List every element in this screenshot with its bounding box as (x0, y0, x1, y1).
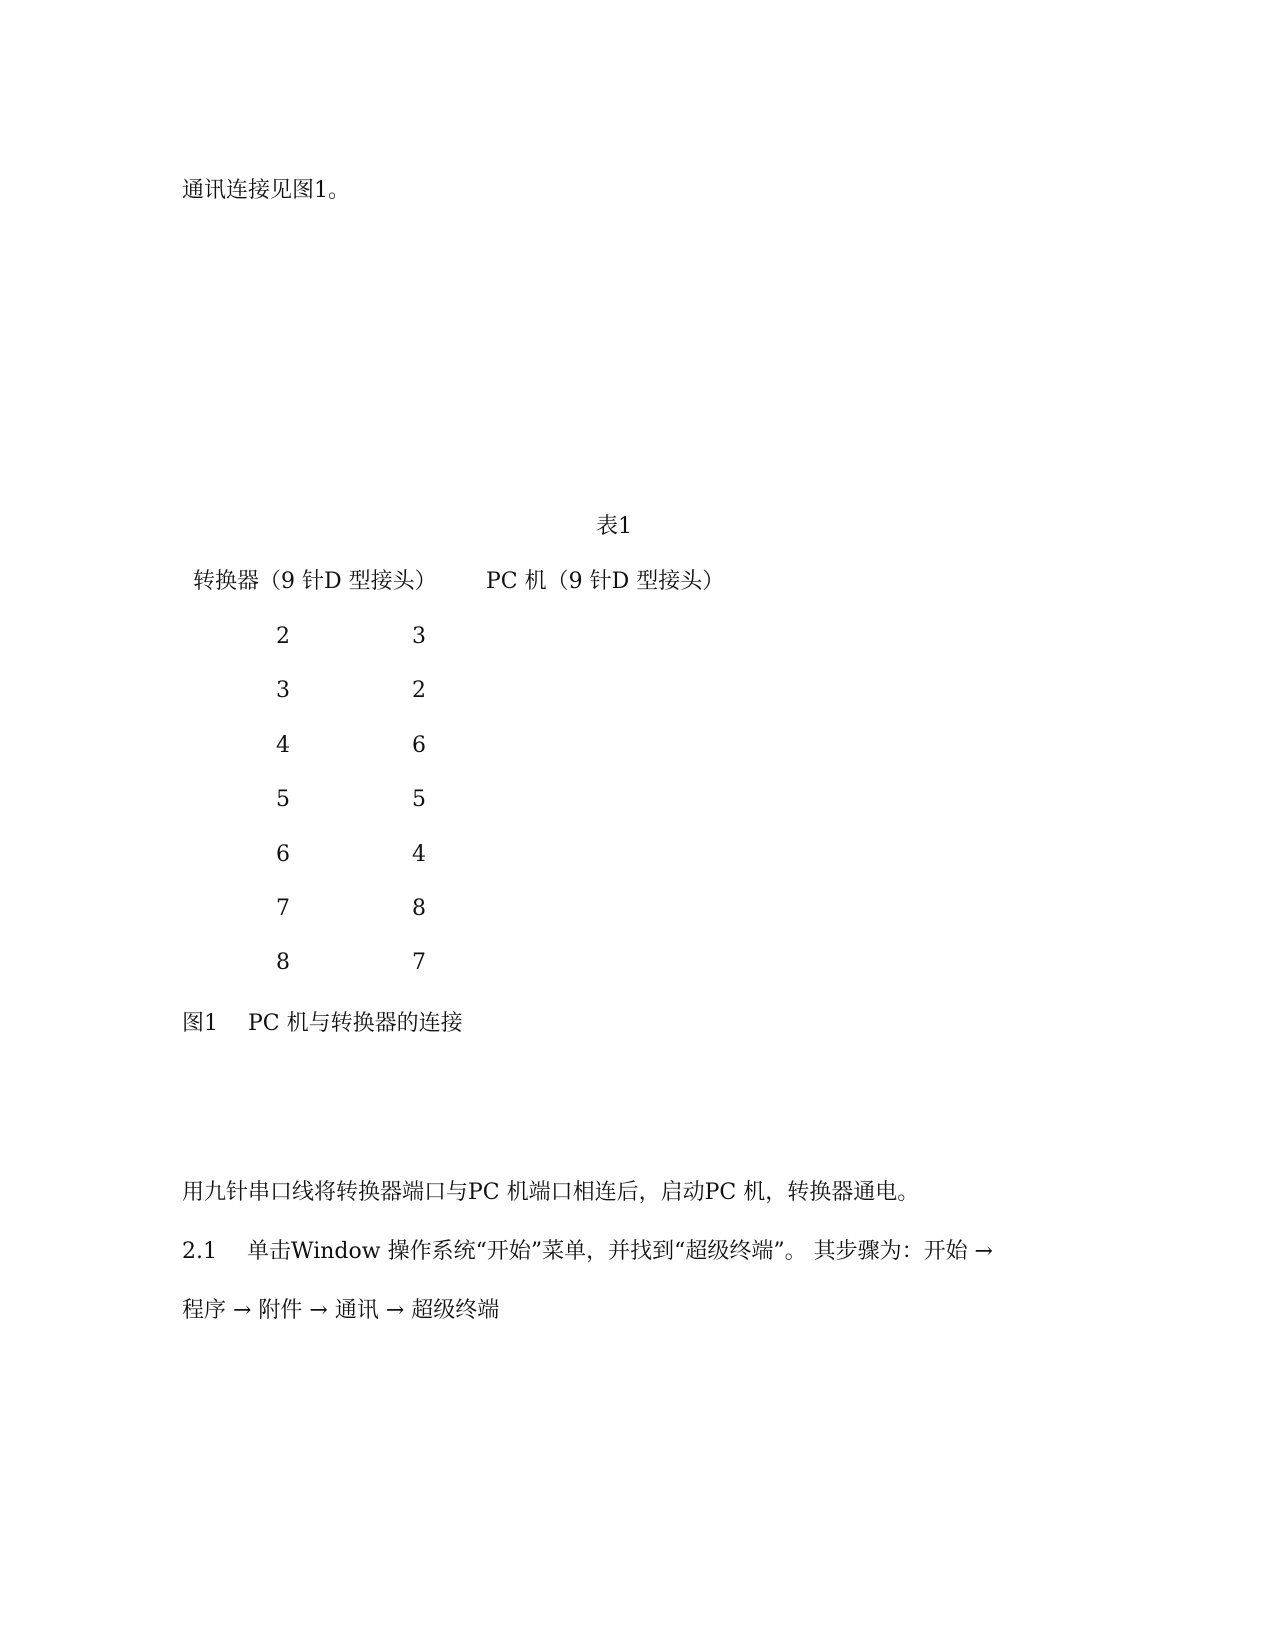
figure-caption (182, 1009, 463, 1039)
table-cell-converter: 4 (276, 733, 290, 758)
step-line-1 (182, 1237, 993, 1267)
table-cell-pc: 5 (412, 787, 426, 812)
intro-text: 通讯连接见图1。 (182, 178, 350, 203)
table-cell-pc: 4 (412, 842, 426, 867)
table-cell-pc: 2 (412, 678, 426, 703)
table-cell-converter: 3 (276, 678, 290, 703)
table-title: 表1 (596, 514, 632, 539)
step-line-2: 程序 → 附件 → 通讯 → 超级终端 (182, 1298, 500, 1323)
table-cell-converter: 7 (276, 896, 290, 921)
table-cell-pc: 3 (412, 624, 426, 649)
figure-caption-text: PC 机与转换器的连接 (248, 1011, 463, 1036)
column-header-pc: PC 机（9 针D 型接头） (486, 569, 725, 594)
table-cell-converter: 8 (276, 950, 290, 975)
table-cell-pc: 8 (412, 896, 426, 921)
table-cell-converter: 5 (276, 787, 290, 812)
table-cell-pc: 6 (412, 733, 426, 758)
table-cell-pc: 7 (412, 950, 426, 975)
step-number: 2.1 (182, 1239, 217, 1264)
column-header-converter: 转换器（9 针D 型接头） (193, 569, 437, 594)
connection-paragraph: 用九针串口线将转换器端口与PC 机端口相连后，启动PC 机，转换器通电。 (182, 1180, 920, 1205)
table-cell-converter: 2 (276, 624, 290, 649)
table-cell-converter: 6 (276, 842, 290, 867)
figure-label: 图1 (182, 1011, 218, 1036)
step-text: 单击Window 操作系统“开始”菜单，并找到“超级终端”。 其步骤为：开始 → (247, 1239, 993, 1264)
